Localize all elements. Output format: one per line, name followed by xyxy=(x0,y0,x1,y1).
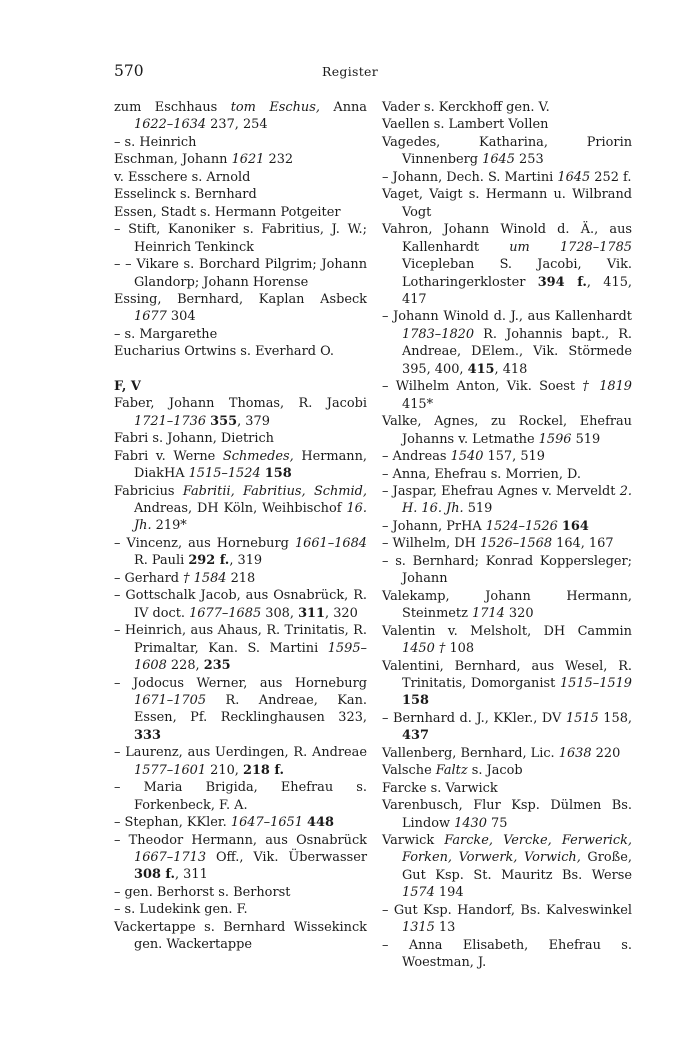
italic-span: 1315 xyxy=(402,920,435,936)
index-entry: – Heinrich, aus Ahaus, R. Trinitatis, R. Primaltar, Kan. S. Martini 1595–1608 228, 235 xyxy=(114,623,367,674)
italic-span: 1596 xyxy=(538,431,572,447)
italic-span: Farcke, Vercke, Ferwerick, Forken, Vorwerk, Vorwich, xyxy=(402,833,632,866)
italic-span: 1714 xyxy=(472,606,505,622)
index-entry: Vagedes, Katharina, Priorin Vinnenberg 1645 253 xyxy=(382,134,632,168)
bold-span: 158 xyxy=(402,693,429,709)
index-entry: Valentin v. Melsholt, DH Cammin 1450 † 108 xyxy=(382,623,632,657)
italic-span: 1515–1519 xyxy=(559,675,632,691)
index-entry: Essing, Bernhard, Kaplan Asbeck 1677 304 xyxy=(114,291,367,325)
index-entry: Eschman, Johann 1621 232 xyxy=(114,152,294,168)
index-entry: Vackertappe s. Bernhard Wissekinck gen. Wackertappe xyxy=(114,919,367,953)
italic-span: Schmedes, xyxy=(222,448,294,464)
italic-span: 1540 xyxy=(450,449,484,465)
index-entry: – Vincenz, aus Horneburg 1661–1684 R. Pauli 292 f., 319 xyxy=(114,535,367,569)
section-heading: F, V xyxy=(114,378,141,394)
index-entry: – Gut Ksp. Handorf, Bs. Kalveswinkel 1315 13 xyxy=(382,902,632,936)
bold-span: 333 xyxy=(134,727,161,743)
index-entry: – Stephan, KKler. 1647–1651 448 xyxy=(114,815,334,831)
index-entry: Varenbusch, Flur Ksp. Dülmen Bs. Lindow 1430 75 xyxy=(382,798,632,831)
italic-span: 1526–1568 xyxy=(479,536,553,552)
index-entry: Varwick Farcke, Vercke, Ferwerick, Forken, Vorwerk, Vorwich, Große, Gut Ksp. St. Mauritz Bs. Werse 1574 194 xyxy=(382,833,632,901)
italic-span: 2. H. 16. Jh. xyxy=(402,483,632,517)
italic-span: Fabritii, Fabritius, Schmid, xyxy=(182,483,367,499)
index-entry: Esselinck s. Bernhard xyxy=(114,187,257,203)
index-entry: Fabri s. Johann, Dietrich xyxy=(114,431,274,447)
italic-span: 1524–1526 xyxy=(485,518,558,534)
index-entry: – Maria Brigida, Ehefrau s. Forkenbeck, F. A. xyxy=(114,780,367,813)
index-entry: – Gottschalk Jacob, aus Osnabrück, R. IV doct. 1677–1685 308, 311, 320 xyxy=(114,588,367,621)
italic-span: 1671–1705 xyxy=(134,692,207,708)
index-entry: – s. Bernhard; Konrad Koppersleger; Johann xyxy=(382,553,632,587)
index-entry: – Andreas 1540 157, 519 xyxy=(382,449,545,465)
bold-span: 311 xyxy=(298,605,325,621)
index-entry: Farcke s. Varwick xyxy=(382,780,498,796)
index-entry: – – Vikare s. Borchard Pilgrim; Johann Glandorp; Johann Horense xyxy=(114,257,367,290)
running-title: Register xyxy=(321,64,379,79)
italic-span: 1574 xyxy=(402,885,435,901)
bold-span: 164 xyxy=(561,518,589,534)
index-entry: – Johann Winold d. J., aus Kallenhardt 1783–1820 R. Johannis bapt., R. Andreae, DElem., Vik. Störmede 395, 400, 415, 418 xyxy=(382,309,632,377)
index-entry: Eucharius Ortwins s. Everhard O. xyxy=(114,344,335,360)
bold-span: 448 xyxy=(307,815,334,831)
index-column-right xyxy=(382,99,632,972)
index-entry: Vallenberg, Bernhard, Lic. 1638 220 xyxy=(382,745,621,761)
italic-span: † 1584 xyxy=(183,570,227,586)
italic-span: Faltz xyxy=(435,763,468,779)
italic-span: um 1728–1785 xyxy=(509,239,633,255)
index-entry: Essen, Stadt s. Hermann Potgeiter xyxy=(114,204,341,220)
italic-span: 1430 xyxy=(454,815,487,831)
italic-span: tom Eschus, xyxy=(230,100,320,115)
bold-span: 158 xyxy=(264,466,292,482)
index-entry: – s. Margarethe xyxy=(114,326,218,342)
index-entry: Valentini, Bernhard, aus Wesel, R. Trinitatis, Domorganist 1515–1519 158 xyxy=(382,658,632,709)
bold-span: 415 xyxy=(467,361,495,377)
page-number: 570 xyxy=(114,62,144,80)
index-entry: – Anna Elisabeth, Ehefrau s. Woestman, J. xyxy=(382,937,632,971)
index-entry: Valke, Agnes, zu Rockel, Ehefrau Johanns v. Letmathe 1596 519 xyxy=(382,414,632,447)
index-entry: – Stift, Kanoniker s. Fabritius, J. W.; Heinrich Tenkinck xyxy=(114,222,367,255)
italic-span: 1595–1608 xyxy=(134,640,367,674)
index-entry: Vaellen s. Lambert Vollen xyxy=(382,117,549,133)
italic-span: 1661–1684 xyxy=(294,535,367,551)
italic-span: 1450 † xyxy=(402,641,446,657)
index-entry: – Jaspar, Ehefrau Agnes v. Merveldt 2. H. 16. Jh. 519 xyxy=(382,483,632,517)
index-entry: Fabricius Fabritii, Fabritius, Schmid, Andreas, DH Köln, Weihbischof 16. Jh. 219* xyxy=(114,483,367,534)
italic-span: 1645 xyxy=(557,169,591,185)
index-entry: – Johann, Dech. S. Martini 1645 252 f. xyxy=(382,169,632,185)
italic-span: 1645 xyxy=(482,152,515,168)
index-entry: – s. Ludekink gen. F. xyxy=(114,902,248,918)
italic-span: 1577–1601 xyxy=(134,762,207,778)
index-entry: – Theodor Hermann, aus Osnabrück 1667–1713 Off., Vik. Überwasser 308 f., 311 xyxy=(114,832,367,883)
italic-span: 1721–1736 xyxy=(134,413,207,429)
bold-span: 308 f. xyxy=(134,867,175,883)
index-column-left xyxy=(114,99,367,954)
index-entry: Valekamp, Johann Hermann, Steinmetz 1714 320 xyxy=(382,588,632,622)
italic-span: 1783–1820 xyxy=(402,326,475,342)
index-entry: zum Eschhaus tom Eschus, Anna 1622–1634 237, 254 xyxy=(114,100,367,133)
index-entry: – Laurenz, aus Uerdingen, R. Andreae 1577–1601 210, 218 f. xyxy=(114,745,367,778)
index-entry: – Anna, Ehefrau s. Morrien, D. xyxy=(382,466,582,482)
bold-span: 218 f. xyxy=(242,762,284,778)
index-entry: – Johann, PrHA 1524–1526 164 xyxy=(382,518,589,534)
bold-span: 292 f. xyxy=(188,553,230,569)
italic-span: 1622–1634 xyxy=(134,117,207,133)
italic-span: 1621 xyxy=(231,152,265,168)
index-entry: v. Esschere s. Arnold xyxy=(114,169,251,185)
italic-span: 16. Jh. xyxy=(134,500,367,534)
italic-span: 1515–1524 xyxy=(188,466,261,482)
index-entry: Vahron, Johann Winold d. Ä., aus Kallenhardt um 1728–1785 Vicepleban S. Jacobi, Vik. Lotharingerkloster 394 f., 415, 417 xyxy=(382,222,633,307)
bold-span: 437 xyxy=(402,728,429,744)
index-entry: – Wilhelm, DH 1526–1568 164, 167 xyxy=(382,536,614,552)
italic-span: 1667–1713 xyxy=(134,850,207,866)
italic-span: 1515 xyxy=(565,710,599,726)
index-entry: – Gerhard † 1584 218 xyxy=(114,570,256,586)
index-entry: Vader s. Kerckhoff gen. V. xyxy=(382,100,550,115)
index-entry: – Wilhelm Anton, Vik. Soest † 1819 415* xyxy=(382,379,633,412)
italic-span: 1677 xyxy=(134,309,167,325)
bold-span: 394 f. xyxy=(537,274,587,290)
bold-span: 235 xyxy=(203,658,231,674)
index-entry: – gen. Berhorst s. Berhorst xyxy=(114,884,291,900)
bold-span: 355 xyxy=(210,413,238,429)
index-entry: – Jodocus Werner, aus Horneburg 1671–1705 R. Andreae, Kan. Essen, Pf. Recklinghausen 323, 333 xyxy=(114,675,367,743)
index-entry: – Bernhard d. J., KKler., DV 1515 158, 437 xyxy=(382,710,632,744)
italic-span: † 1819 xyxy=(582,379,633,395)
index-entry: Faber, Johann Thomas, R. Jacobi 1721–1736 355, 379 xyxy=(114,396,367,429)
italic-span: 1677–1685 xyxy=(189,605,262,621)
index-entry: Vaget, Vaigt s. Hermann u. Wilbrand Vogt xyxy=(382,187,632,220)
italic-span: 1647–1651 xyxy=(230,815,303,831)
index-entry: Valsche Faltz s. Jacob xyxy=(382,763,523,779)
index-entry: – s. Heinrich xyxy=(114,134,197,150)
italic-span: 1638 xyxy=(558,745,592,761)
index-entry: Fabri v. Werne Schmedes, Hermann, DiakHA 1515–1524 158 xyxy=(114,448,367,482)
